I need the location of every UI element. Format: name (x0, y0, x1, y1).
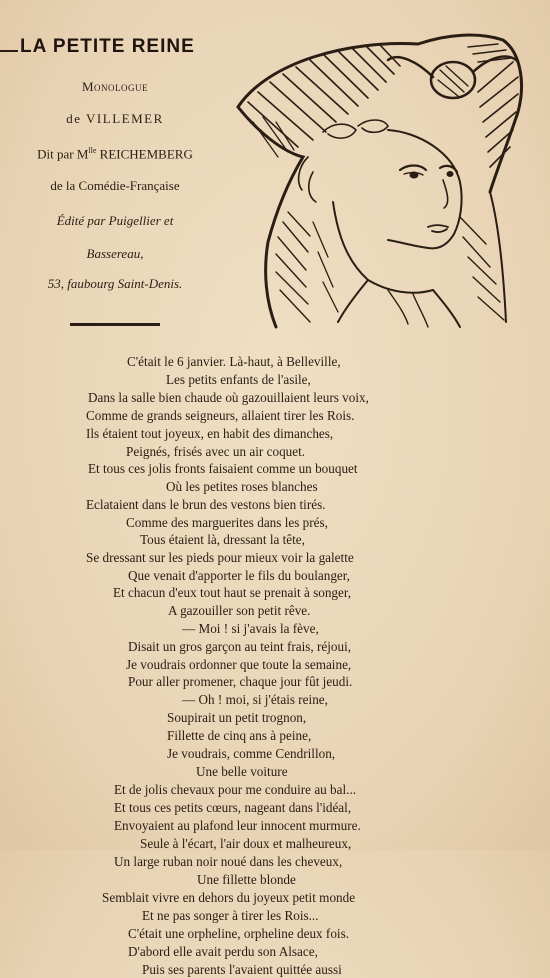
poem-line: A gazouiller son petit rêve. (168, 603, 311, 618)
poem-line: C'était une orpheline, orpheline deux fois. (128, 926, 350, 941)
poem-line: Puis ses parents l'avaient quittée aussi (142, 962, 342, 977)
poem-line: Peignés, frisés avec un air coquet. (126, 444, 306, 459)
poem-line: Une fillette blonde (197, 872, 296, 887)
poem-line: — Oh ! moi, si j'étais reine, (182, 692, 328, 707)
poem-line: Un large ruban noir noué dans les cheveux, (114, 854, 343, 869)
poem-line: Soupirait un petit trognon, (167, 710, 307, 725)
poem-line: Et tous ces jolis fronts faisaient comme un bouquet (88, 461, 358, 476)
subtitle-monologue: Monologue (81, 79, 149, 94)
woman-bonnet-portrait (228, 22, 528, 334)
poem-line: Que venait d'apporter le fils du boulanger, (128, 568, 350, 583)
poem-line: Et ne pas songer à tirer les Rois... (142, 908, 319, 923)
poem-line: Je voudrais ordonner que toute la semaine, (126, 657, 352, 672)
page-title: LA PETITE REINE (20, 36, 195, 57)
poem-line: Et tous ces petits cœurs, nageant dans l'idéal, (114, 800, 352, 815)
poem-line: Tous étaient là, dressant la tête, (140, 532, 305, 547)
title-dash (0, 50, 18, 52)
poem-line: Où les petites roses blanches (166, 479, 318, 494)
poem-line: Se dressant sur les pieds pour mieux voir la galette (86, 550, 354, 565)
poem-line: Seule à l'écart, l'air doux et malheureux, (140, 836, 352, 851)
poem-line: Comme des marguerites dans les prés, (126, 515, 328, 530)
poem-line: Comme de grands seigneurs, allaient tirer les Rois. (86, 408, 355, 423)
poem-line: Semblait vivre en dehors du joyeux petit monde (102, 890, 356, 905)
poem-line: Eclataient dans le brun des vestons bien tirés. (86, 497, 326, 512)
poem-line: Envoyaient au plafond leur innocent murmure. (114, 818, 361, 833)
author-line: de VILLEMER (66, 111, 164, 126)
publisher-line-2: Bassereau, (86, 246, 144, 261)
theatre-line: de la Comédie-Française (50, 178, 180, 193)
poem-line: — Moi ! si j'avais la fève, (182, 621, 319, 636)
poem-line: C'était le 6 janvier. Là-haut, à Belleville, (127, 354, 341, 369)
poem-line: Je voudrais, comme Cendrillon, (167, 746, 336, 761)
poem-line: Et de jolis chevaux pour me conduire au bal... (114, 782, 357, 797)
poem-line: Et chacun d'eux tout haut se prenait à songer, (113, 585, 352, 600)
poem-line: Les petits enfants de l'asile, (166, 372, 311, 387)
poem-line: Disait un gros garçon au teint frais, réjoui, (128, 639, 352, 654)
divider-rule (70, 323, 160, 326)
publisher-line: Édité par Puigellier et (56, 213, 174, 228)
poem-line: Une belle voiture (196, 764, 288, 779)
poem-line: Fillette de cinq ans à peine, (167, 728, 312, 743)
poem-line: Dans la salle bien chaude où gazouillaient leurs voix, (88, 390, 369, 405)
performer-line: Dit par $M^{lle}$ REICHEMBERG (37, 146, 193, 162)
address-line: 53, faubourg Saint-Denis. (47, 276, 183, 291)
poem-line: Ils étaient tout joyeux, en habit des dimanches, (86, 426, 334, 441)
poem-line: Pour aller promener, chaque jour fût jeudi. (128, 674, 353, 689)
poem-line: D'abord elle avait perdu son Alsace, (128, 944, 318, 959)
header (0, 0, 550, 340)
